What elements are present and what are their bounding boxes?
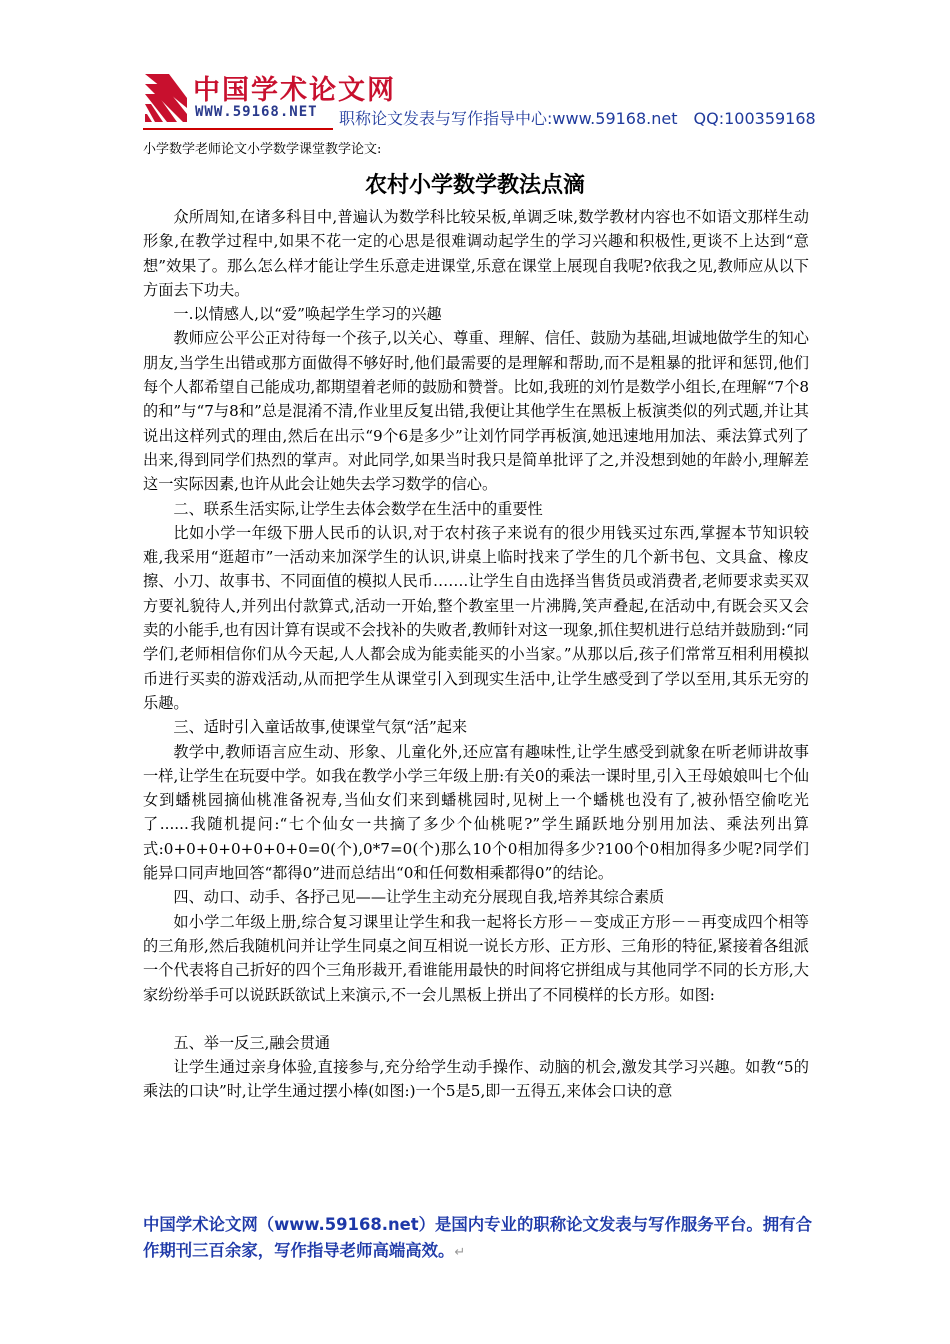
logo-url: WWW.59168.NET xyxy=(195,104,318,120)
paragraph-2: 比如小学一年级下册人民币的认识,对于农村孩子来说有的很少用钱买过东西,掌握本节知识较难,我采用“逛超市”一活动来加深学生的认识,讲桌上临时找来了学生的几个新书包、文具盒、橡皮擦、小刀、故事书、不同面值的模拟人民币…….让学生自由选择当售货员或消费者,老师要求卖买双方要礼貌待人,并列出付款算式,活动一开始,整个教室里一片沸腾,笑声叠起,在活动中,有既会买又会卖的小能手,也有因计算有误或不会找补的失败者,教师针对这一现象,抓住契机进行总结并鼓励到:“同学们,老师相信你们从今天起,人人都会成为能卖能买的小当家。”从那以后,孩子们常常互相利用模拟币进行买卖的游戏活动,从而把学生从课堂引入到现实生活中,让学生感受到了学以至用,其乐无穷的乐趣。 xyxy=(143,523,809,712)
section-heading-5: 五、举一反三,融会贯通 xyxy=(173,1033,331,1052)
paragraph-5: 让学生通过亲身体验,直接参与,充分给学生动手操作、动脑的机会,激发其学习兴趣。如教“5的乘法的口诀”时,让学生通过摆小棒(如图:)一个5是5,即一五得五,来体会口诀的意 xyxy=(143,1058,809,1101)
footer-banner xyxy=(143,1212,823,1266)
section-heading-2: 二、联系生活实际,让学生去体会数学在生活中的重要性 xyxy=(173,499,543,518)
footer-text[interactable]: 中国学术论文网（www.59168.net）是国内专业的职称论文发表与写作服务平台。拥有合作期刊三百余家，写作指导老师高端高效。 xyxy=(143,1215,812,1260)
service-link[interactable]: 职称论文发表与写作指导中心:www.59168.net xyxy=(339,109,678,128)
section-heading-1: 一.以情感人,以“爱”唤起学生学习的兴趣 xyxy=(173,305,442,324)
service-line xyxy=(339,106,816,129)
paragraph-mark-icon: ↵ xyxy=(454,1245,466,1260)
category-subhead: 小学数学老师论文小学数学课堂教学论文: xyxy=(143,142,382,157)
paragraph-1: 教师应公平公正对待每一个孩子,以关心、尊重、理解、信任、鼓励为基础,坦诚地做学生的知心朋友,当学生出错或那方面做得不够好时,他们最需要的是理解和帮助,而不是粗暴的批评和惩罚,他们每个人都希望自己能成功,都期望着老师的鼓励和赞誉。比如,我班的刘竹是数学小组长,在理解“7个8的和”与“7与8和”总是混淆不清,作业里反复出错,我便让其他学生在黑板上板演类似的列式题,并让其说出这样列式的理由,然后在出示“9个6是多少”让刘竹同学再板演,她迅速地用加法、乘法算式列了出来,得到同学们热烈的掌声。对此同学,如果当时我只是简单批评了之,并没想到她的年龄小,理解差这一实际因素,也许从此会让她失去学习数学的信心。 xyxy=(143,329,809,494)
logo-stripes-icon xyxy=(143,68,189,124)
site-header xyxy=(143,64,823,130)
logo-name: 中国学术论文网 xyxy=(193,75,396,106)
section-heading-3: 三、适时引入童话故事,使课堂气氛“活”起来 xyxy=(173,718,468,737)
article-body xyxy=(143,205,809,1104)
paragraph-intro: 众所周知,在诸多科目中,普遍认为数学科比较呆板,单调乏味,数学教材内容也不如语文那样生动形象,在教学过程中,如果不花一定的心思是很难调动起学生的学习兴趣和积极性,更谈不上达到“意想”效果了。那么怎么样才能让学生乐意走进课堂,乐意在课堂上展现自我呢?依我之见,教师应从以下方面去下功夫。 xyxy=(143,208,809,299)
paragraph-3: 教学中,教师语言应生动、形象、儿童化外,还应富有趣味性,让学生感受到就象在听老师讲故事一样,让学生在玩耍中学。如我在教学小学三年级上册:有关0的乘法一课时里,引入王母娘娘叫七个仙女到蟠桃园摘仙桃准备祝寿,当仙女们来到蟠桃园时,见树上一个蟠桃也没有了,被孙悟空偷吃光了......我随机提问:“七个仙女一共摘了多少个仙桃呢?”学生踊跃地分别用加法、乘法列出算式:0+0+0+0+0+0+0=0(个),0*7=0(个)那么10个0相加得多少?100个0相加得多少呢?同学们能异口同声地回答“都得0”进而总结出“0和任何数相乘都得0”的结论。 xyxy=(143,742,809,883)
paragraph-4: 如小学二年级上册,综合复习课里让学生和我一起将长方形－－变成正方形－－再变成四个相等的三角形,然后我随机问并让学生同桌之间互相说一说长方形、正方形、三角形的特征,紧接着各组派一个代表将自己折好的四个三角形裁开,看谁能用最快的时间将它拼组成与其他同学不同的长方形,大家纷纷举手可以说跃跃欲试上来演示,不一会儿黑板上拼出了不同模样的长方形。如图: xyxy=(143,912,809,1004)
qq-number: QQ:100359168 xyxy=(693,109,816,128)
site-logo[interactable] xyxy=(143,64,396,130)
section-heading-4: 四、动口、动手、各抒己见——让学生主动充分展现自我,培养其综合素质 xyxy=(173,888,665,907)
article-title: 农村小学数学教法点滴 xyxy=(364,173,585,198)
